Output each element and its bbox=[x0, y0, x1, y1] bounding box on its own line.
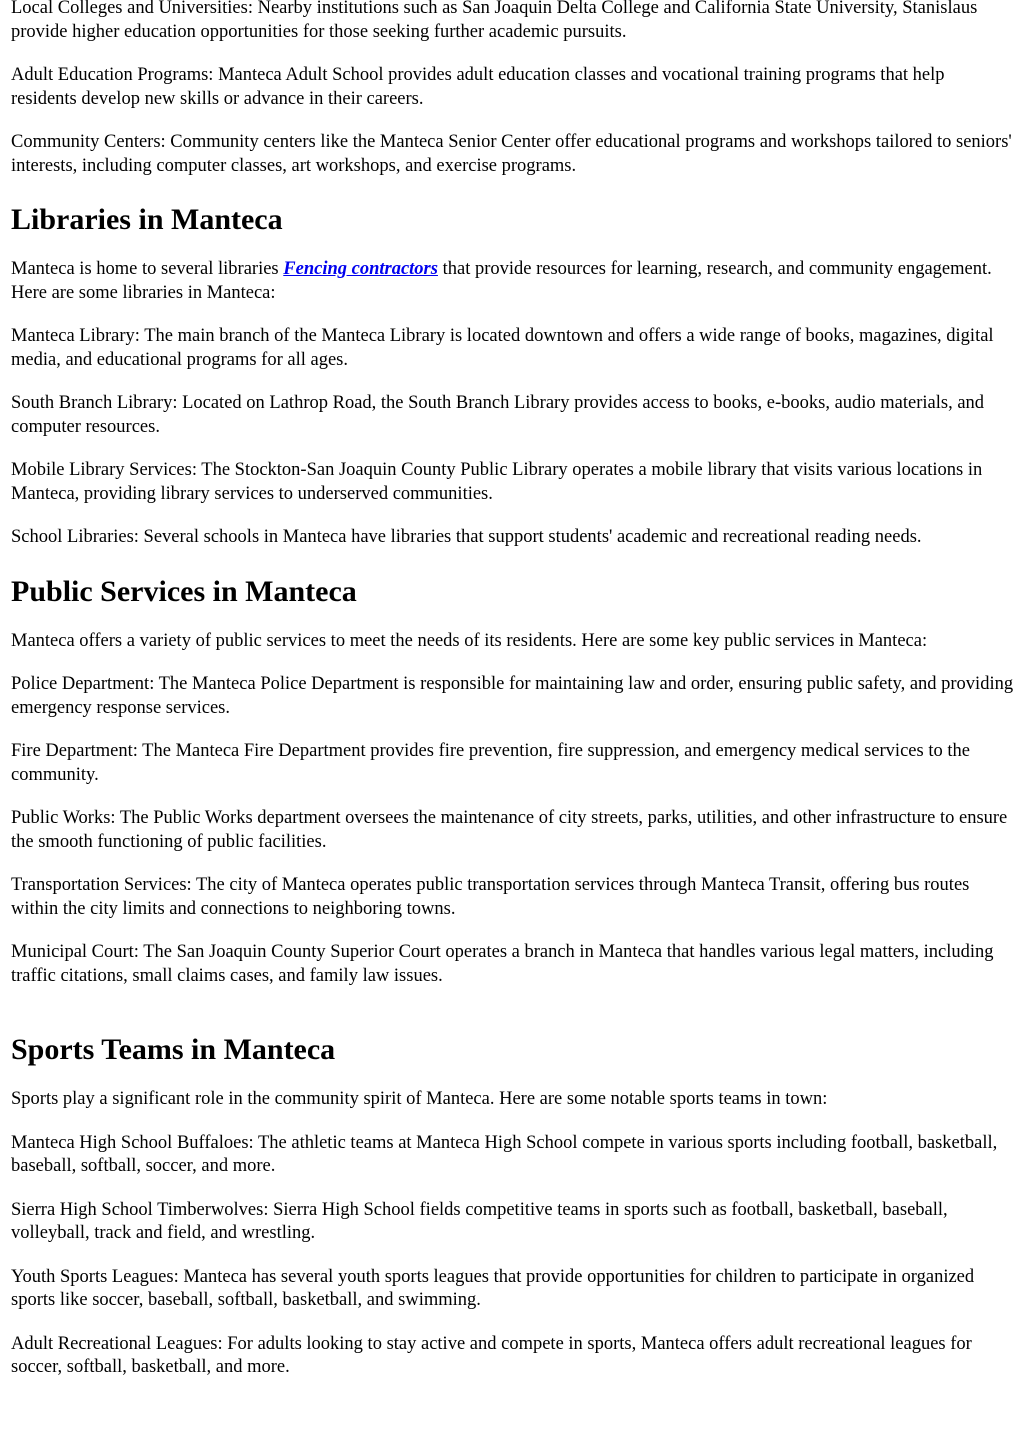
library-item-mobile-services: Mobile Library Services: The Stockton-San Joaquin County Public Library operates a mobile library that visits various locations in Manteca, providing library services to underserved communities. bbox=[11, 460, 983, 504]
public-service-item-public-works: Public Works: The Public Works department oversees the maintenance of city streets, parks, utilities, and other infrastructure to ensure the smooth functioning of public facilities. bbox=[11, 808, 1008, 852]
library-item-manteca-library: Manteca Library: The main branch of the Manteca Library is located downtown and offers a wide range of books, magazines, digital media, and educational programs for all ages. bbox=[11, 326, 994, 370]
sports-item-sierra-high: Sierra High School Timberwolves: Sierra High School fields competitive teams in sports such as football, basketball, baseball, volleyball, track and field, and wrestling. bbox=[11, 1199, 948, 1243]
libraries-intro bbox=[11, 258, 1014, 305]
public-service-item-municipal-court: Municipal Court: The San Joaquin County Superior Court operates a branch in Manteca that handles various legal matters, including traffic citations, small claims cases, and family law issues. bbox=[11, 942, 994, 986]
sports-item-youth-leagues: Youth Sports Leagues: Manteca has several youth sports leagues that provide opportunities for children to participate in organized sports like soccer, baseball, softball, basketball, and swimming. bbox=[11, 1266, 975, 1310]
fencing-contractors-link[interactable]: Fencing contractors bbox=[283, 259, 438, 279]
education-paragraph-adult-education: Adult Education Programs: Manteca Adult School provides adult education classes and vocational training programs that help residents develop new skills or advance in their careers. bbox=[11, 65, 945, 109]
education-paragraph-community-centers: Community Centers: Community centers like the Manteca Senior Center offer educational programs and workshops tailored to seniors' interests, including computer classes, art workshops, and exercise programs. bbox=[11, 132, 1012, 176]
libraries-intro-before: Manteca is home to several libraries bbox=[11, 259, 284, 279]
education-paragraph-colleges: Local Colleges and Universities: Nearby institutions such as San Joaquin Delta College and California State University, Stanislaus provide higher education opportunities for those seeking further academic pursuits. bbox=[11, 0, 978, 42]
public-services-intro: Manteca offers a variety of public services to meet the needs of its residents. Here are some key public services in Manteca: bbox=[11, 630, 928, 651]
public-service-item-police: Police Department: The Manteca Police Department is responsible for maintaining law and order, ensuring public safety, and providing emergency response services. bbox=[11, 674, 1014, 718]
libraries-heading: Libraries in Manteca bbox=[11, 203, 283, 236]
library-item-school-libraries: School Libraries: Several schools in Manteca have libraries that support students' academic and recreational reading needs. bbox=[11, 527, 922, 547]
library-item-south-branch: South Branch Library: Located on Lathrop Road, the South Branch Library provides access to books, e-books, audio materials, and computer resources. bbox=[11, 393, 985, 437]
public-service-item-transportation: Transportation Services: The city of Manteca operates public transportation services through Manteca Transit, offering bus routes within the city limits and connections to neighboring towns. bbox=[11, 875, 970, 919]
sports-intro: Sports play a significant role in the community spirit of Manteca. Here are some notable sports teams in town: bbox=[11, 1089, 828, 1109]
libraries-intro-after: that provide resources for learning, research, and community engagement. Here are some libraries in Manteca: bbox=[11, 259, 992, 303]
sports-item-manteca-high: Manteca High School Buffaloes: The athletic teams at Manteca High School compete in various sports including football, basketball, baseball, softball, soccer, and more. bbox=[11, 1132, 998, 1176]
public-service-item-fire: Fire Department: The Manteca Fire Department provides fire prevention, fire suppression, and emergency medical services to the community. bbox=[11, 741, 970, 785]
sports-item-adult-leagues: Adult Recreational Leagues: For adults looking to stay active and compete in sports, Manteca offers adult recreational leagues for soccer, softball, basketball, and more. bbox=[11, 1333, 972, 1377]
public-services-heading: Public Services in Manteca bbox=[11, 574, 357, 608]
sports-heading: Sports Teams in Manteca bbox=[11, 1033, 336, 1066]
